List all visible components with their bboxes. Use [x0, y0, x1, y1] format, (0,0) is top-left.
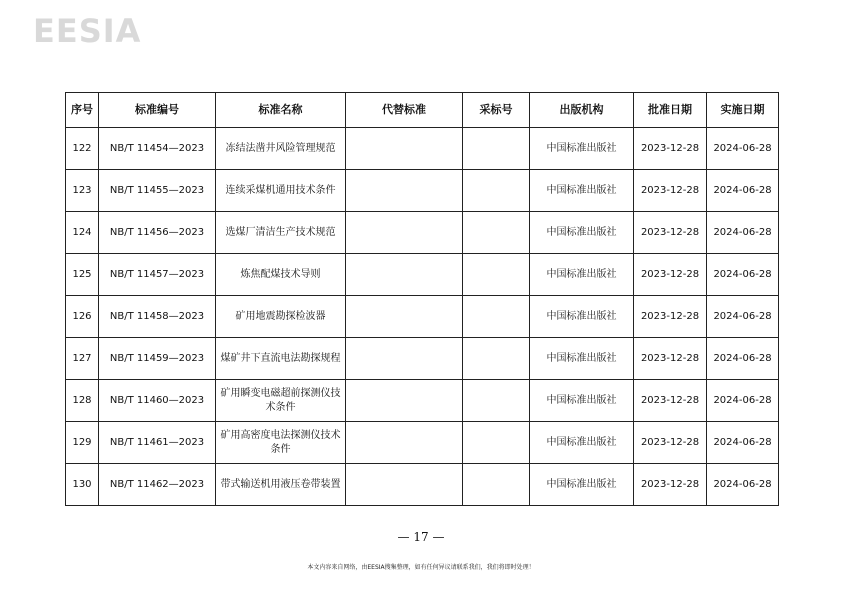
cell-replaces	[346, 338, 463, 380]
cell-replaces	[346, 212, 463, 254]
table-row	[66, 254, 779, 296]
cell-code: NB/T 11461—2023	[99, 422, 216, 464]
cell-no: 126	[66, 296, 99, 338]
eesia-logo: EESIA	[33, 12, 142, 50]
header-replaces: 代替标准	[346, 93, 463, 128]
cell-replaces	[346, 380, 463, 422]
header-code: 标准编号	[99, 93, 216, 128]
cell-publisher: 中国标准出版社	[530, 296, 634, 338]
cell-adopt	[463, 170, 530, 212]
cell-effective: 2024-06-28	[707, 170, 779, 212]
cell-publisher: 中国标准出版社	[530, 464, 634, 506]
cell-no: 122	[66, 128, 99, 170]
cell-replaces	[346, 254, 463, 296]
cell-name: 矿用高密度电法探测仪技术条件	[216, 422, 346, 464]
cell-effective: 2024-06-28	[707, 422, 779, 464]
cell-approved: 2023-12-28	[634, 212, 707, 254]
cell-effective: 2024-06-28	[707, 338, 779, 380]
cell-approved: 2023-12-28	[634, 254, 707, 296]
table-row	[66, 128, 779, 170]
cell-name: 带式输送机用液压卷带装置	[216, 464, 346, 506]
copyright-note: 本文内容来自网络，由EESIA搜集整理，如有任何异议请联系我们，我们将即时处理！	[307, 564, 535, 571]
cell-replaces	[346, 128, 463, 170]
cell-publisher: 中国标准出版社	[530, 422, 634, 464]
cell-replaces	[346, 422, 463, 464]
cell-code: NB/T 11454—2023	[99, 128, 216, 170]
cell-replaces	[346, 464, 463, 506]
cell-publisher: 中国标准出版社	[530, 128, 634, 170]
header-approved: 批准日期	[634, 93, 707, 128]
cell-code: NB/T 11457—2023	[99, 254, 216, 296]
cell-name: 冻结法凿井风险管理规范	[216, 128, 346, 170]
cell-approved: 2023-12-28	[634, 170, 707, 212]
cell-replaces	[346, 170, 463, 212]
header-no: 序号	[66, 93, 99, 128]
cell-no: 130	[66, 464, 99, 506]
header-adopt: 采标号	[463, 93, 530, 128]
cell-no: 123	[66, 170, 99, 212]
table-header-row	[66, 93, 779, 128]
table-row	[66, 212, 779, 254]
cell-approved: 2023-12-28	[634, 464, 707, 506]
cell-publisher: 中国标准出版社	[530, 254, 634, 296]
cell-code: NB/T 11462—2023	[99, 464, 216, 506]
cell-effective: 2024-06-28	[707, 128, 779, 170]
cell-code: NB/T 11456—2023	[99, 212, 216, 254]
header-publisher: 出版机构	[530, 93, 634, 128]
cell-approved: 2023-12-28	[634, 128, 707, 170]
table-row	[66, 170, 779, 212]
cell-name: 选煤厂清洁生产技术规范	[216, 212, 346, 254]
cell-effective: 2024-06-28	[707, 254, 779, 296]
standards-table	[65, 92, 779, 506]
cell-code: NB/T 11459—2023	[99, 338, 216, 380]
page-number: — 17 —	[397, 530, 445, 544]
cell-approved: 2023-12-28	[634, 422, 707, 464]
cell-name: 矿用瞬变电磁超前探测仪技术条件	[216, 380, 346, 422]
cell-effective: 2024-06-28	[707, 380, 779, 422]
header-name: 标准名称	[216, 93, 346, 128]
cell-name: 炼焦配煤技术导则	[216, 254, 346, 296]
cell-publisher: 中国标准出版社	[530, 338, 634, 380]
cell-adopt	[463, 464, 530, 506]
cell-no: 129	[66, 422, 99, 464]
cell-name: 煤矿井下直流电法勘探规程	[216, 338, 346, 380]
cell-publisher: 中国标准出版社	[530, 170, 634, 212]
cell-effective: 2024-06-28	[707, 296, 779, 338]
cell-no: 124	[66, 212, 99, 254]
table-row	[66, 380, 779, 422]
cell-adopt	[463, 254, 530, 296]
cell-no: 127	[66, 338, 99, 380]
cell-publisher: 中国标准出版社	[530, 380, 634, 422]
table-row	[66, 422, 779, 464]
cell-adopt	[463, 380, 530, 422]
cell-publisher: 中国标准出版社	[530, 212, 634, 254]
cell-no: 128	[66, 380, 99, 422]
cell-adopt	[463, 296, 530, 338]
cell-adopt	[463, 128, 530, 170]
cell-approved: 2023-12-28	[634, 380, 707, 422]
cell-effective: 2024-06-28	[707, 464, 779, 506]
cell-replaces	[346, 296, 463, 338]
cell-effective: 2024-06-28	[707, 212, 779, 254]
table-row	[66, 338, 779, 380]
cell-adopt	[463, 338, 530, 380]
cell-approved: 2023-12-28	[634, 338, 707, 380]
cell-adopt	[463, 212, 530, 254]
cell-code: NB/T 11455—2023	[99, 170, 216, 212]
cell-approved: 2023-12-28	[634, 296, 707, 338]
table-row	[66, 296, 779, 338]
cell-name: 连续采煤机通用技术条件	[216, 170, 346, 212]
cell-name: 矿用地震勘探检波器	[216, 296, 346, 338]
cell-no: 125	[66, 254, 99, 296]
cell-adopt	[463, 422, 530, 464]
table-row	[66, 464, 779, 506]
header-effective: 实施日期	[707, 93, 779, 128]
cell-code: NB/T 11460—2023	[99, 380, 216, 422]
cell-code: NB/T 11458—2023	[99, 296, 216, 338]
